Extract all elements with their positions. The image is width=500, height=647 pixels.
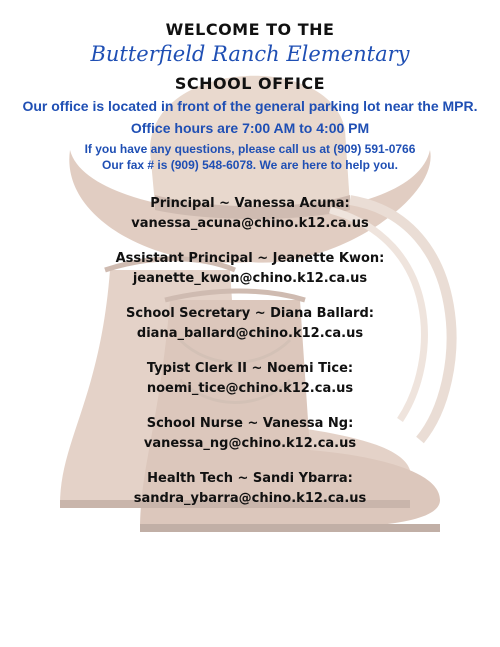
contact-title: Assistant Principal ~ Jeanette Kwon: <box>115 251 385 266</box>
welcome-heading: WELCOME TO THE <box>165 20 335 39</box>
office-fax: Our fax # is (909) 548-6078. We are here to help you. <box>102 158 398 172</box>
contact-assistant-principal <box>0 249 500 289</box>
contact-email[interactable]: jeanette_kwon@chino.k12.ca.us <box>132 271 368 286</box>
contact-title: School Secretary ~ Diana Ballard: <box>126 306 374 321</box>
school-name: Butterfield Ranch Elementary <box>90 42 410 66</box>
contact-email[interactable]: vanessa_acuna@chino.k12.ca.us <box>131 216 369 231</box>
contact-title: Principal ~ Vanessa Acuna: <box>150 196 350 211</box>
contact-email[interactable]: sandra_ybarra@chino.k12.ca.us <box>133 491 367 506</box>
contact-title: Typist Clerk II ~ Noemi Tice: <box>146 361 354 376</box>
contact-principal <box>0 194 500 234</box>
office-hours: Office hours are 7:00 AM to 4:00 PM <box>130 120 370 136</box>
contact-title: Health Tech ~ Sandi Ybarra: <box>147 471 353 486</box>
contact-school-nurse <box>0 414 500 454</box>
contact-email[interactable]: noemi_tice@chino.k12.ca.us <box>146 381 354 396</box>
staff-contact-list <box>0 194 500 524</box>
contact-email[interactable]: vanessa_ng@chino.k12.ca.us <box>143 436 357 451</box>
contact-title: School Nurse ~ Vanessa Ng: <box>146 416 354 431</box>
office-location: Our office is located in front of the general parking lot near the MPR. <box>22 98 478 114</box>
office-heading: SCHOOL OFFICE <box>174 74 326 93</box>
office-phone: If you have any questions, please call us at (909) 591-0766 <box>84 142 416 156</box>
contact-health-tech <box>0 469 500 509</box>
contact-school-secretary <box>0 304 500 344</box>
contact-typist-clerk <box>0 359 500 399</box>
contact-email[interactable]: diana_ballard@chino.k12.ca.us <box>136 326 364 341</box>
